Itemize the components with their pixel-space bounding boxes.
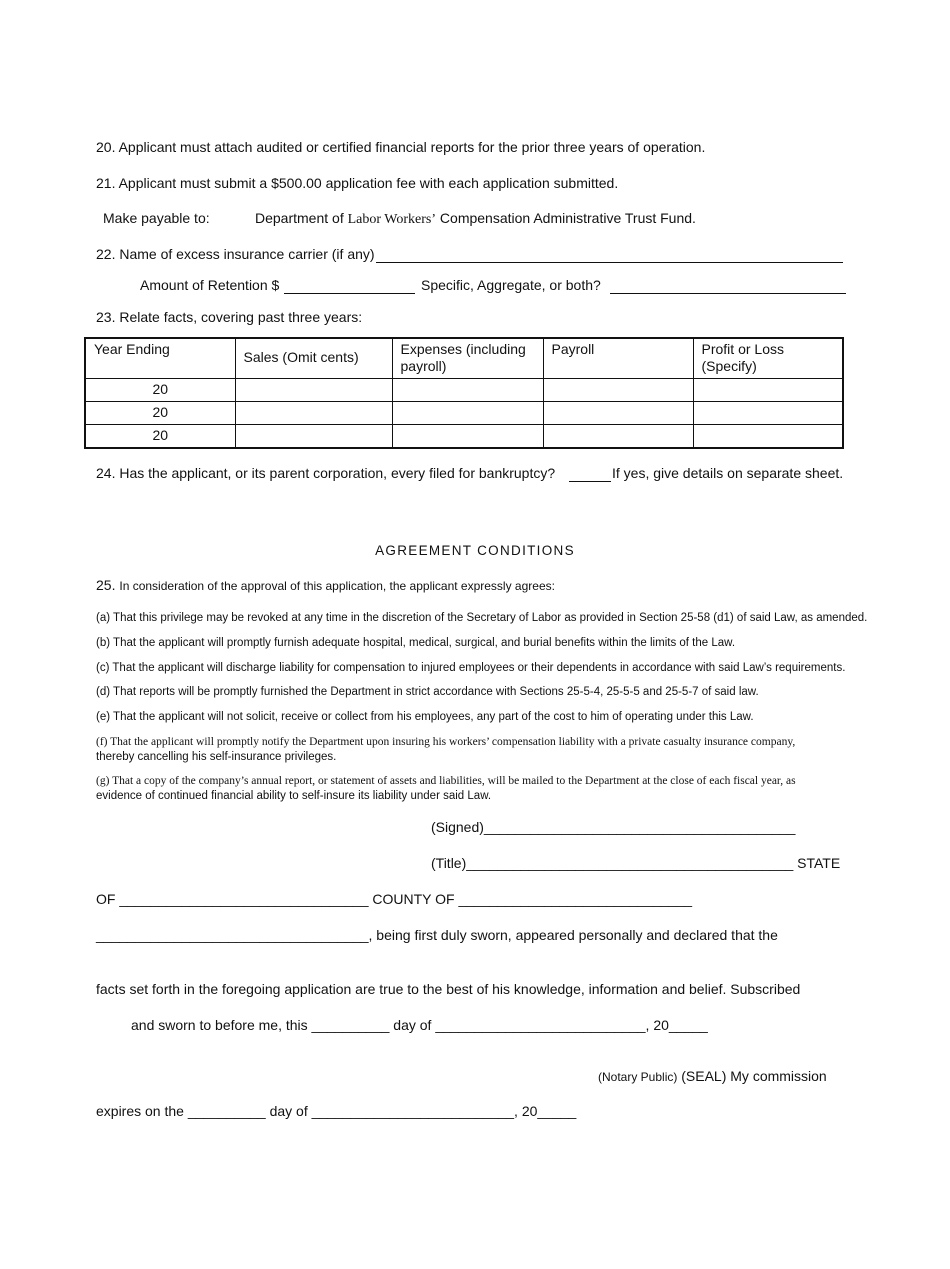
- payable-to-part-c: Compensation Administrative Trust Fund.: [439, 210, 696, 226]
- state-county-line[interactable]: OF ________________________________ COUNTY OF ______________________________: [96, 891, 693, 907]
- sales-cell[interactable]: [235, 425, 392, 449]
- payable-to-part-a: Department of: [255, 210, 344, 226]
- condition-g-line1: (g) That a copy of the company’s annual report, or statement of assets and liabilities, will be mailed to the Department at the close of each fiscal year, as: [96, 775, 796, 787]
- carrier-input-line[interactable]: [376, 262, 843, 263]
- profit-cell[interactable]: [693, 402, 843, 425]
- year-cell: 20: [85, 425, 235, 449]
- payroll-cell[interactable]: [543, 402, 693, 425]
- item-25: [96, 577, 555, 593]
- condition-g-line2: evidence of continued financial ability to self-insure its liability under said Law.: [96, 790, 492, 802]
- expenses-cell[interactable]: [392, 379, 543, 402]
- table-header-row: [85, 338, 843, 379]
- table-row: [85, 425, 843, 449]
- profit-cell[interactable]: [693, 425, 843, 449]
- payable-to-part-b: Labor Workers’: [347, 212, 437, 227]
- specific-input-line[interactable]: [610, 293, 846, 294]
- item-21: 21. Applicant must submit a $500.00 application fee with each application submitted.: [96, 175, 619, 191]
- specific-label: Specific, Aggregate, or both?: [421, 277, 601, 293]
- table-row: [85, 402, 843, 425]
- retention-label: Amount of Retention $: [140, 277, 280, 293]
- notary-block: [598, 1068, 827, 1084]
- sworn-line[interactable]: ___________________________________, being first duly sworn, appeared personally and declared that the: [96, 927, 778, 943]
- table-row: [85, 379, 843, 402]
- year-cell: 20: [85, 402, 235, 425]
- year-cell: 20: [85, 379, 235, 402]
- header-profit-loss: Profit or Loss (Specify): [693, 338, 843, 379]
- facts-table: [84, 337, 844, 449]
- seal-commission: (SEAL) My commission: [681, 1068, 827, 1084]
- item-20: 20. Applicant must attach audited or certified financial reports for the prior three years of operation.: [96, 139, 706, 155]
- item-25-intro: In consideration of the approval of this application, the applicant expressly agrees:: [119, 579, 555, 593]
- header-sales: [235, 338, 392, 379]
- agreement-title: AGREEMENT CONDITIONS: [375, 543, 575, 558]
- condition-b: (b) That the applicant will promptly furnish adequate hospital, medical, surgical, and burial benefits within the limits of the Law.: [96, 637, 736, 649]
- condition-f-line2: thereby cancelling his self-insurance privileges.: [96, 751, 337, 763]
- condition-a: (a) That this privilege may be revoked at any time in the discretion of the Secretary of Labor as provided in Section 25-58 (d1) of said Law, as amended.: [96, 612, 868, 624]
- expenses-cell[interactable]: [392, 402, 543, 425]
- payable-to: [255, 210, 696, 228]
- retention-input-line[interactable]: [284, 293, 415, 294]
- expires-line[interactable]: expires on the __________ day of __________________________, 20_____: [96, 1103, 577, 1119]
- item-23: 23. Relate facts, covering past three years:: [96, 309, 363, 325]
- sworn-before-line[interactable]: and sworn to before me, this __________ day of ___________________________, 20_____: [131, 1017, 708, 1033]
- payroll-cell[interactable]: [543, 379, 693, 402]
- item-22: 22. Name of excess insurance carrier (if any): [96, 246, 375, 262]
- condition-e: (e) That the applicant will not solicit, receive or collect from his employees, any part of the cost to him of operating under this Law.: [96, 711, 754, 723]
- condition-f-line1: (f) That the applicant will promptly notify the Department upon insuring his workers’ compensation liability with a private casualty insurance company,: [96, 736, 796, 748]
- header-payroll: Payroll: [543, 338, 693, 379]
- header-year-ending: Year Ending: [85, 338, 235, 379]
- bankruptcy-input-line[interactable]: [569, 481, 611, 482]
- sales-cell[interactable]: [235, 379, 392, 402]
- item-24: 24. Has the applicant, or its parent corporation, every filed for bankruptcy?: [96, 465, 556, 481]
- payable-label: Make payable to:: [103, 210, 210, 226]
- condition-d: (d) That reports will be promptly furnished the Department in strict accordance with Sections 25-5-4, 25-5-5 and 25-5-7 of said law.: [96, 686, 759, 698]
- notary-label: (Notary Public): [598, 1070, 678, 1084]
- facts-statement: facts set forth in the foregoing application are true to the best of his knowledge, information and belief. Subscribed: [96, 981, 801, 997]
- header-expenses: Expenses (including payroll): [392, 338, 543, 379]
- payroll-cell[interactable]: [543, 425, 693, 449]
- header-sales-label: Sales (Omit cents): [243, 349, 359, 365]
- profit-cell[interactable]: [693, 379, 843, 402]
- title-line[interactable]: (Title)__________________________________________ STATE: [431, 855, 841, 871]
- condition-c: (c) That the applicant will discharge liability for compensation to injured employees or their dependents in accordance with said Law’s requirements.: [96, 662, 846, 674]
- expenses-cell[interactable]: [392, 425, 543, 449]
- signed-line[interactable]: (Signed)________________________________________: [431, 819, 796, 835]
- item-24-details: If yes, give details on separate sheet.: [612, 465, 844, 481]
- item-25-number: 25.: [96, 577, 116, 593]
- sales-cell[interactable]: [235, 402, 392, 425]
